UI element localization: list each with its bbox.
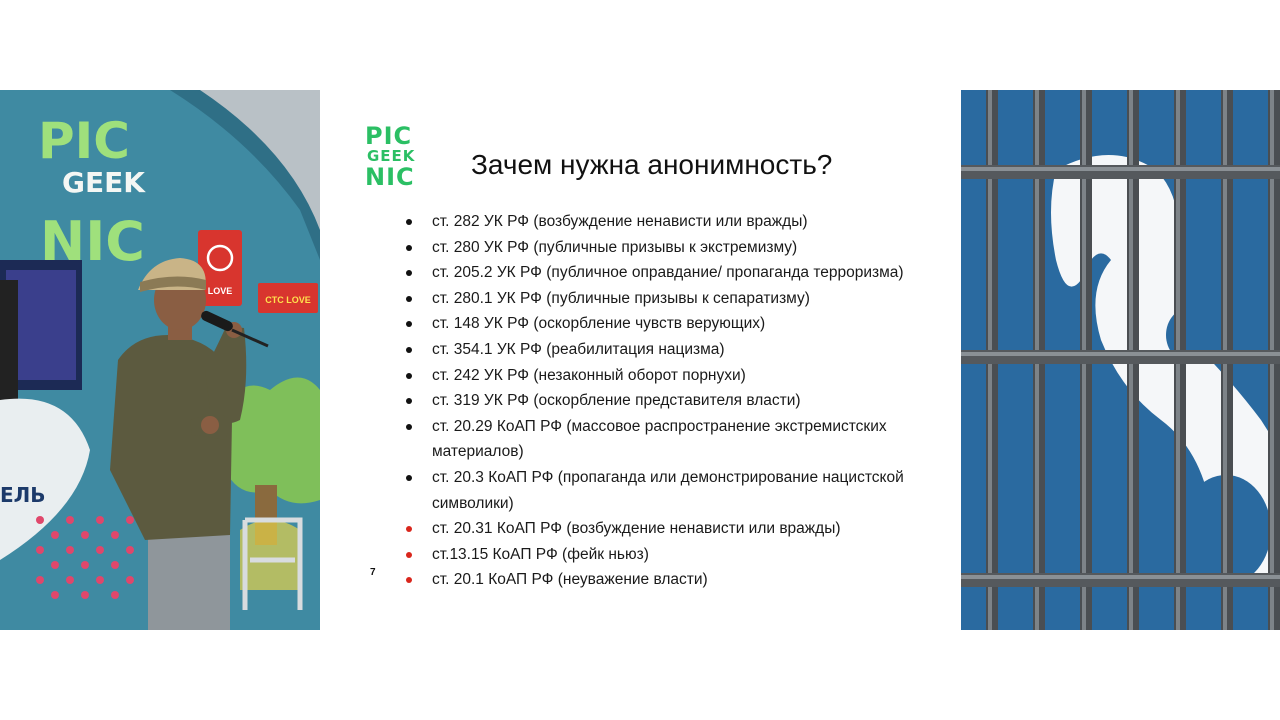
bullet-icon <box>406 475 412 481</box>
list-item-text: ст. 205.2 УК РФ (публичное оправдание/ пропаганда терроризма) <box>432 264 904 282</box>
logo-line-geek: GEEK <box>367 147 416 165</box>
bullet-icon <box>406 245 412 251</box>
law-articles-list <box>402 209 962 593</box>
logo-line-nic: NIC <box>365 163 415 191</box>
bullet-icon <box>406 219 412 225</box>
list-item <box>402 567 962 593</box>
list-item-text: ст. 280 УК РФ (публичные призывы к экстремизму) <box>432 238 798 256</box>
bullet-icon <box>406 296 412 302</box>
list-item <box>402 363 962 389</box>
list-item <box>402 465 962 516</box>
list-item-text: ст. 282 УК РФ (возбуждение ненависти или вражды) <box>432 213 808 230</box>
bullet-icon <box>406 321 412 327</box>
list-item <box>402 311 962 337</box>
prison-bars-illustration <box>961 90 1280 630</box>
banner-logo-line2: GEEK <box>62 166 145 199</box>
list-item <box>402 209 962 235</box>
prison-bars-image <box>961 90 1280 630</box>
bullet-icon <box>406 347 412 353</box>
list-item-text: ст. 20.1 КоАП РФ (неуважение власти) <box>432 571 708 589</box>
bullet-icon <box>406 373 412 379</box>
slide-title: Зачем нужна анонимность? <box>471 149 833 180</box>
bullet-icon <box>406 398 412 404</box>
list-item <box>402 260 962 286</box>
love-sign-text: LOVE <box>207 286 233 296</box>
bullet-icon <box>406 424 412 430</box>
list-item-text: ст. 280.1 УК РФ (публичные призывы к сепаратизму) <box>432 289 810 307</box>
list-item-text: ст.13.15 КоАП РФ (фейк ньюз) <box>432 545 649 563</box>
slide-page-number: 7 <box>370 567 376 578</box>
red-bullet-icon <box>406 526 412 532</box>
list-item-text: ст. 148 УК РФ (оскорбление чувств верующих) <box>432 315 766 333</box>
red-bullet-icon <box>406 577 412 583</box>
list-item-text: ст. 319 УК РФ (оскорбление представителя власти) <box>432 392 801 410</box>
list-item <box>402 235 962 261</box>
partial-sign-text: ЕЛЬ <box>0 483 46 507</box>
picnic-logo <box>365 124 425 189</box>
list-item <box>402 286 962 312</box>
list-item <box>402 516 962 542</box>
logo-line-pic: PIC <box>365 122 413 150</box>
stage-photo-illustration <box>0 90 320 630</box>
list-item-text: ст. 354.1 УК РФ (реабилитация нацизма) <box>432 340 725 358</box>
list-item-text: ст. 20.29 КоАП РФ (массовое распространение экстремистских материалов) <box>432 417 887 461</box>
list-item <box>402 388 962 414</box>
banner-logo-line1: PIC <box>38 112 130 170</box>
list-item <box>402 542 962 568</box>
list-item <box>402 337 962 363</box>
list-item-text: ст. 20.3 КоАП РФ (пропаганда или демонстрирование нацистской символики) <box>432 468 904 512</box>
list-item <box>402 414 962 465</box>
list-item-text: ст. 20.31 КоАП РФ (возбуждение ненависти или вражды) <box>432 520 841 538</box>
ctc-sign-text: CTC LOVE <box>265 295 311 305</box>
red-bullet-icon <box>406 552 412 558</box>
bullet-icon <box>406 270 412 276</box>
list-item-text: ст. 242 УК РФ (незаконный оборот порнухи) <box>432 366 746 384</box>
stage-photo <box>0 90 320 630</box>
banner-logo-line3: NIC <box>40 210 145 273</box>
